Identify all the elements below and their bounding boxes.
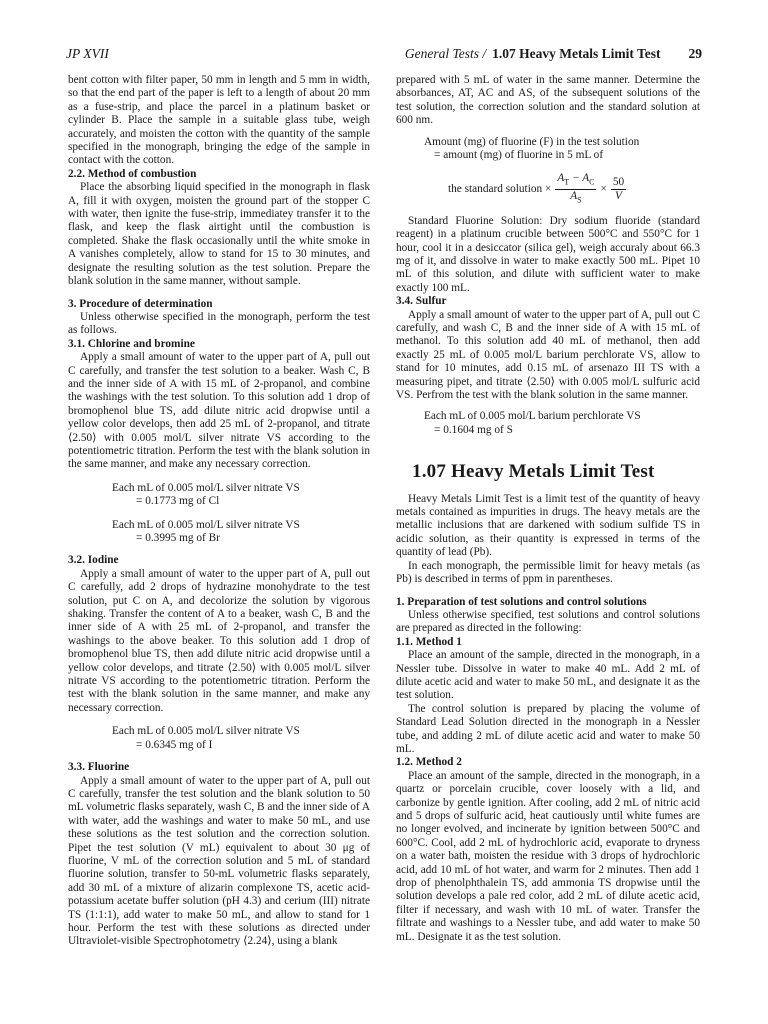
- paragraph: In each monograph, the permissible limit for heavy metals (as Pb) is described in terms of ppm in parentheses.: [396, 559, 700, 586]
- paragraph: Apply a small amount of water to the upper part of A, pull out C carefully, transfer the test solution and the blank solution to 50 mL volumetric flasks separately, wash C, B and the inner side of A with water, add the washings and water to make 50 mL, and use these solutions as the test solution and the correction solution. Pipet the test solution (V mL) equivalent to about 30 μg of fluorine, V mL of the correction solution and 5 mL of standard fluorine solution, transfer to 50-mL volumetric flasks separately, add 30 mL of a mixture of alizarin complexone TS, acetic acid-potassium acetate buffer solution (pH 4.3) and cerium (III) nitrate TS (1:1:1), add water to make 50 mL, and allow to stand for 1 hour. Perform the test with these solutions as directed under Ultraviolet-visible Spectrophotometry ⟨2.24⟩, using a blank: [68, 774, 370, 948]
- symbol-a: A: [570, 190, 578, 203]
- subscript-t: T: [564, 177, 570, 187]
- page-number: 29: [688, 46, 702, 61]
- equation-fluorine: [424, 136, 700, 207]
- section-header: [405, 46, 702, 62]
- paragraph-standard-fluorine: Standard Fluorine Solution: Dry sodium fluoride (standard reagent) in a platinum crucible between 500°C and 550°C for 1 hour, cool it in a desiccator (silica gel), weigh accuraly about 66.3 mg of it, and dissolve in water to make exactly 500 mL. Pipet 10 mL of this solution, and dilute with sufficient water to make exactly 100 mL.: [396, 214, 700, 294]
- subscript-c: C: [589, 177, 595, 187]
- equation-text: the standard solution ×: [448, 182, 552, 195]
- heading-fluorine: 3.3. Fluorine: [68, 761, 130, 774]
- fraction-denominator: [568, 190, 583, 207]
- equation-line: Each mL of 0.005 mol/L silver nitrate VS: [112, 518, 300, 531]
- symbol-minus-a: − A: [569, 172, 590, 185]
- paragraph-intro: Heavy Metals Limit Test is a limit test of the quantity of heavy metals contained as impurities in drugs. The heavy metals are the metallic inclusions that are darkened with sodium sulfide TS in acidic solution, as their quantity is expressed in terms of the quantity of lead (Pb).: [396, 492, 700, 559]
- chapter-title: 1.07 Heavy Metals Limit Test: [412, 461, 655, 483]
- fraction-numerator: 50: [611, 176, 626, 190]
- equation-line: = 0.1773 mg of Cl: [136, 495, 220, 508]
- journal-label: JP XVII: [66, 46, 109, 61]
- equation-iodine: [112, 725, 370, 752]
- times-sign: ×: [600, 182, 607, 195]
- equation-sulfur: [424, 410, 700, 437]
- fraction-denominator: V: [615, 190, 622, 203]
- heading-sulfur: 3.4. Sulfur: [396, 295, 447, 308]
- equation-chlorine: [112, 482, 370, 509]
- section-label: General Tests /: [404, 46, 487, 61]
- heading-method-of-combustion: 2.2. Method of combustion: [68, 167, 197, 180]
- fraction-numerator: [555, 172, 596, 190]
- fraction-volume: [611, 176, 626, 204]
- heading-iodine: 3.2. Iodine: [68, 554, 119, 567]
- subscript-s: S: [577, 195, 582, 205]
- paragraph: Place the absorbing liquid specified in the monograph in flask A, fill it with oxygen, moisten the ground part of the stopper C with water, then ignite the fuse-strip, immediatey transfer it to the flask, and keep the flask airtight until the combustion is completed. Shake the flask occasionally until the white smoke in A vanishes completely, allow to stand for 15 to 30 minutes, and designate the resulting solution as the test solution. Prepare the blank solution in the same manner, without sample.: [68, 181, 370, 288]
- equation-line: = 0.1604 mg of S: [434, 423, 513, 436]
- fraction-absorbance: [555, 172, 596, 206]
- heading-chlorine-and-bromine: 3.1. Chlorine and bromine: [68, 337, 195, 350]
- equation-line: Amount (mg) of fluorine (F) in the test solution: [424, 135, 640, 148]
- equation-line: = 0.6345 mg of I: [136, 738, 213, 751]
- paragraph: Apply a small amount of water to the upper part of A, pull out C carefully, and wash C, B and the inner side of A with 15 mL of methanol. To this solution add 40 mL of methanol, then add exactly 25 mL of 0.005 mol/L barium perchlorate VS, allow to stand for 10 minutes, add 0.15 mL of arsenazo III TS with a measuring pipet, and titrate ⟨2.50⟩ with 0.005 mol/L sulfuric acid VS. Perfrom the test with the blank solution in the same manner.: [396, 308, 700, 402]
- equation-bromine: [112, 519, 370, 546]
- heading-method-2: 1.2. Method 2: [396, 756, 462, 769]
- paragraph: prepared with 5 mL of water in the same manner. Determine the absorbances, AT, AC and AS, of the subsequent solutions of the test solution, the correction solution and the standard solution at 600 nm.: [396, 74, 700, 127]
- left-column: [68, 74, 370, 949]
- paragraph: Place an amount of the sample, directed in the monograph, in a Nessler tube. Dissolve in water to make 40 mL. Add 2 mL of dilute acetic acid and water to make 50 mL, and designate it as the test solution.: [396, 649, 700, 702]
- paragraph: The control solution is prepared by placing the volume of Standard Lead Solution directed in the monograph in a Nessler tube, and adding 2 mL of dilute acetic acid and water to make 50 mL.: [396, 702, 700, 755]
- paragraph: Unless otherwise specified in the monograph, perform the test as follows.: [68, 310, 370, 337]
- right-column: [396, 74, 700, 944]
- paragraph: bent cotton with filter paper, 50 mm in length and 5 mm in width, so that the end part of the paper is left to a length of about 20 mm as a fuse-strip, and place the parcel in a platinum basket or cylinder B. Place the sample in a suitable glass tube, weigh accurately, and moisten the cotton with the quantity of the sample specified in the monograph, bringing the edge of the sample in contact with the cotton.: [68, 74, 370, 167]
- equation-line: = 0.3995 mg of Br: [136, 532, 220, 544]
- heading-method-1: 1.1. Method 1: [396, 635, 462, 648]
- heading-preparation: 1. Preparation of test solutions and control solutions: [396, 595, 647, 608]
- equation-line: Each mL of 0.005 mol/L silver nitrate VS: [112, 481, 300, 494]
- paragraph: Apply a small amount of water to the upper part of A, pull out C carefully, add 2 drops of hydrazine monohydrate to the test solution, put C on A, and decolorize the solution by vigorous shaking. Transfer the content of A to a beaker, wash C, B and the inner side of A with 25 mL of 2-propanol, and transfer the washings to the above beaker. To this solution add 1 drop of bromophenol blue TS, then add dilute nitric acid dropwise until a yellow color develops, and titrate ⟨2.50⟩ with 0.005 mol/L silver nitrate VS according to the potentiometric titration. Perform the test with the blank solution in the same manner, and make any necessary correction.: [68, 567, 370, 714]
- paragraph: Place an amount of the sample, directed in the monograph, in a quartz or porcelain crucible, cover loosely with a lid, and carbonize by gentle ignition. After cooling, add 2 mL of nitric acid and 5 drops of sulfuric acid, heat cautiously until white fumes are no longer evolved, and incinerate by ignition between 500°C and 600°C. Cool, add 2 mL of hydrochloric acid, evaporate to dryness on a water bath, moisten the residue with 3 drops of hydrochloric acid, add 10 mL of hot water, and warm for 2 minutes. Then add 1 drop of phenolphthalein TS, add ammonia TS dropwise until the solution develops a pale red color, add 2 mL of dilute acetic acid, filter if necessary, and wash with 10 mL of water. Transfer the filtrate and washings to a Nessler tube, and add water to make 50 mL. Designate it as the test solution.: [396, 769, 700, 943]
- equation-line: = amount (mg) of fluorine in 5 mL of: [434, 149, 604, 162]
- equation-line: Each mL of 0.005 mol/L barium perchlorate VS: [424, 410, 641, 423]
- equation-fraction-line: [424, 172, 700, 206]
- equation-line: Each mL of 0.005 mol/L silver nitrate VS: [112, 725, 300, 738]
- heading-procedure-of-determination: 3. Procedure of determination: [68, 297, 213, 310]
- section-title: 1.07 Heavy Metals Limit Test: [492, 46, 661, 61]
- paragraph: Unless otherwise specified, test solutions and control solutions are prepared as directed in the following:: [396, 608, 700, 635]
- running-header: [66, 46, 702, 64]
- symbol-a: A: [557, 172, 565, 185]
- paragraph: Apply a small amount of water to the upper part of A, pull out C carefully, and transfer the test solution to a beaker. Wash C, B and the inner side of A with 15 mL of 2-propanol, and combine the washings with the test solution. To this solution add 1 drop of bromophenol blue TS, add dilute nitric acid dropwise until a yellow color develops, then add 25 mL of 2-propanol, and titrate ⟨2.50⟩ with 0.005 mol/L silver nitrate VS according to the potentiometric titration. Perform the test with the blank solution in the same manner, and make any necessary correction.: [68, 351, 370, 471]
